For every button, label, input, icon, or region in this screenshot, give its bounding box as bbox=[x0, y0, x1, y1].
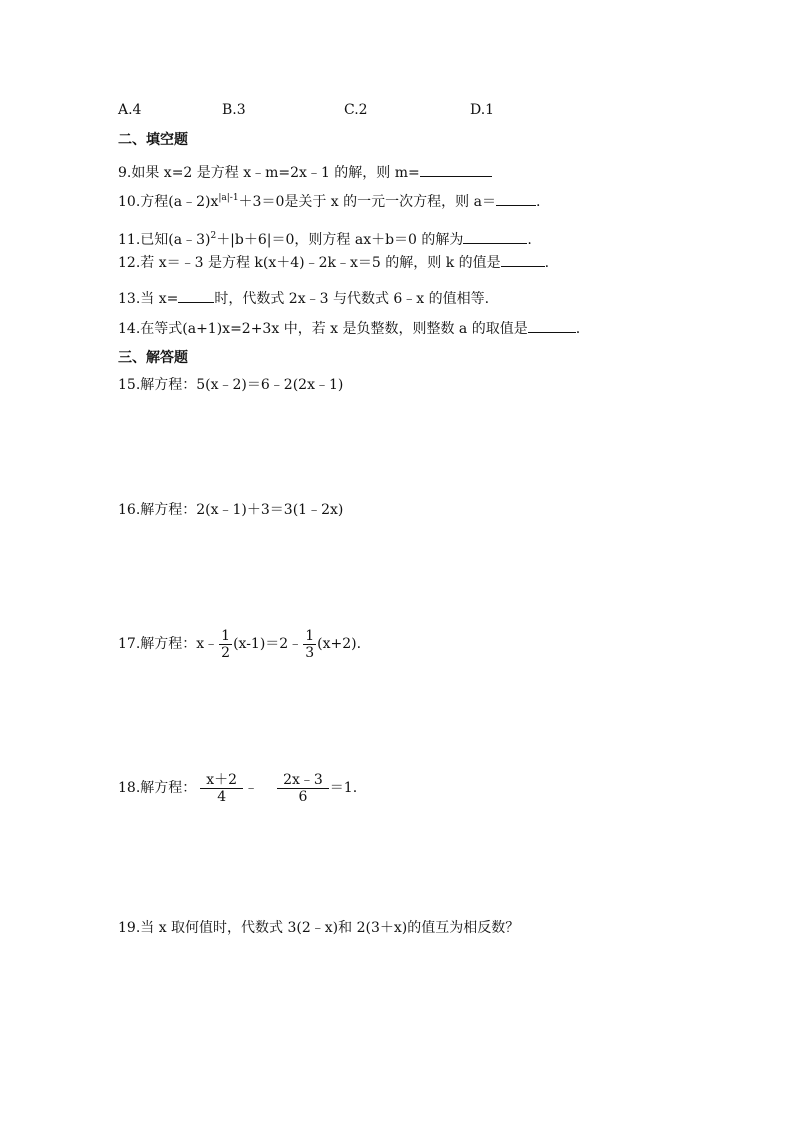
question-18-b: ﹣ bbox=[244, 780, 259, 796]
question-11-end: . bbox=[527, 232, 532, 248]
question-13-post: 时，代数式 2x﹣3 与代数式 6﹣x 的值相等. bbox=[214, 291, 490, 307]
question-9 bbox=[118, 162, 492, 183]
question-12-text: 12.若 x＝﹣3 是方程 k(x＋4)﹣2k﹣x＝5 的解，则 k 的值是 bbox=[118, 255, 501, 271]
denominator: 3 bbox=[305, 644, 315, 661]
answer-blank bbox=[501, 252, 545, 267]
choice-b: B.3 bbox=[222, 102, 246, 118]
question-17-b: (x-1)＝2﹣ bbox=[233, 636, 303, 652]
exponent: |a|-1 bbox=[218, 193, 239, 203]
choice-c: C.2 bbox=[344, 102, 368, 118]
question-18 bbox=[118, 768, 357, 808]
fraction-2x-minus-3-over-6 bbox=[277, 772, 329, 805]
question-11 bbox=[118, 226, 532, 250]
choices-row bbox=[118, 100, 518, 120]
choice-a: A.4 bbox=[118, 102, 142, 118]
question-18-c: ＝1. bbox=[329, 780, 358, 796]
question-12-end: . bbox=[544, 255, 550, 271]
question-17-c: (x+2). bbox=[317, 636, 362, 652]
answer-blank bbox=[463, 229, 527, 244]
question-10-post: ＋3＝0是关于 x 的一元一次方程，则 a＝ bbox=[238, 194, 496, 210]
question-14 bbox=[118, 318, 580, 339]
question-13 bbox=[118, 288, 489, 309]
question-10-pre: 10.方程(a﹣2)x bbox=[118, 194, 219, 210]
choice-d: D.1 bbox=[470, 102, 495, 118]
denominator: 6 bbox=[298, 788, 308, 805]
question-17 bbox=[118, 626, 361, 662]
fraction-one-third bbox=[303, 628, 316, 661]
question-14-end: . bbox=[575, 321, 581, 337]
fraction-one-half bbox=[219, 628, 232, 661]
section-title-answer: 三、解答题 bbox=[118, 350, 188, 366]
question-18-a: 18.解方程： bbox=[118, 780, 197, 796]
answer-blank bbox=[420, 162, 492, 177]
question-16: 16.解方程：2(x﹣1)＋3＝3(1﹣2x) bbox=[118, 502, 344, 518]
question-10-end: . bbox=[535, 194, 541, 210]
section-title-fill-in: 二、填空题 bbox=[118, 132, 188, 148]
question-10 bbox=[118, 188, 540, 212]
question-13-pre: 13.当 x= bbox=[118, 291, 179, 307]
numerator: x＋2 bbox=[200, 772, 243, 789]
numerator: 2x﹣3 bbox=[277, 772, 329, 789]
numerator: 1 bbox=[305, 627, 315, 644]
denominator: 2 bbox=[221, 644, 231, 661]
question-14-text: 14.在等式(a+1)x=2+3x 中，若 x 是负整数，则整数 a 的取值是 bbox=[118, 321, 528, 337]
question-9-text: 9.如果 x=2 是方程 x﹣m=2x﹣1 的解，则 m= bbox=[118, 165, 420, 181]
denominator: 4 bbox=[217, 788, 227, 805]
question-19: 19.当 x 取何值时，代数式 3(2﹣x)和 2(3＋x)的值互为相反数？ bbox=[118, 920, 520, 936]
question-11-post: ＋|b＋6|＝0，则方程 ax＋b＝0 的解为 bbox=[216, 232, 464, 248]
question-11-pre: 11.已知(a﹣3) bbox=[118, 232, 211, 248]
answer-blank bbox=[528, 318, 576, 333]
question-12 bbox=[118, 252, 549, 273]
question-15: 15.解方程：5(x﹣2)＝6﹣2(2x﹣1) bbox=[118, 377, 344, 393]
question-17-a: 17.解方程：x﹣ bbox=[118, 636, 219, 652]
answer-blank bbox=[178, 288, 214, 303]
exponent: 2 bbox=[210, 231, 217, 241]
fraction-x-plus-2-over-4 bbox=[200, 772, 243, 805]
answer-blank bbox=[496, 191, 536, 206]
numerator: 1 bbox=[221, 627, 231, 644]
